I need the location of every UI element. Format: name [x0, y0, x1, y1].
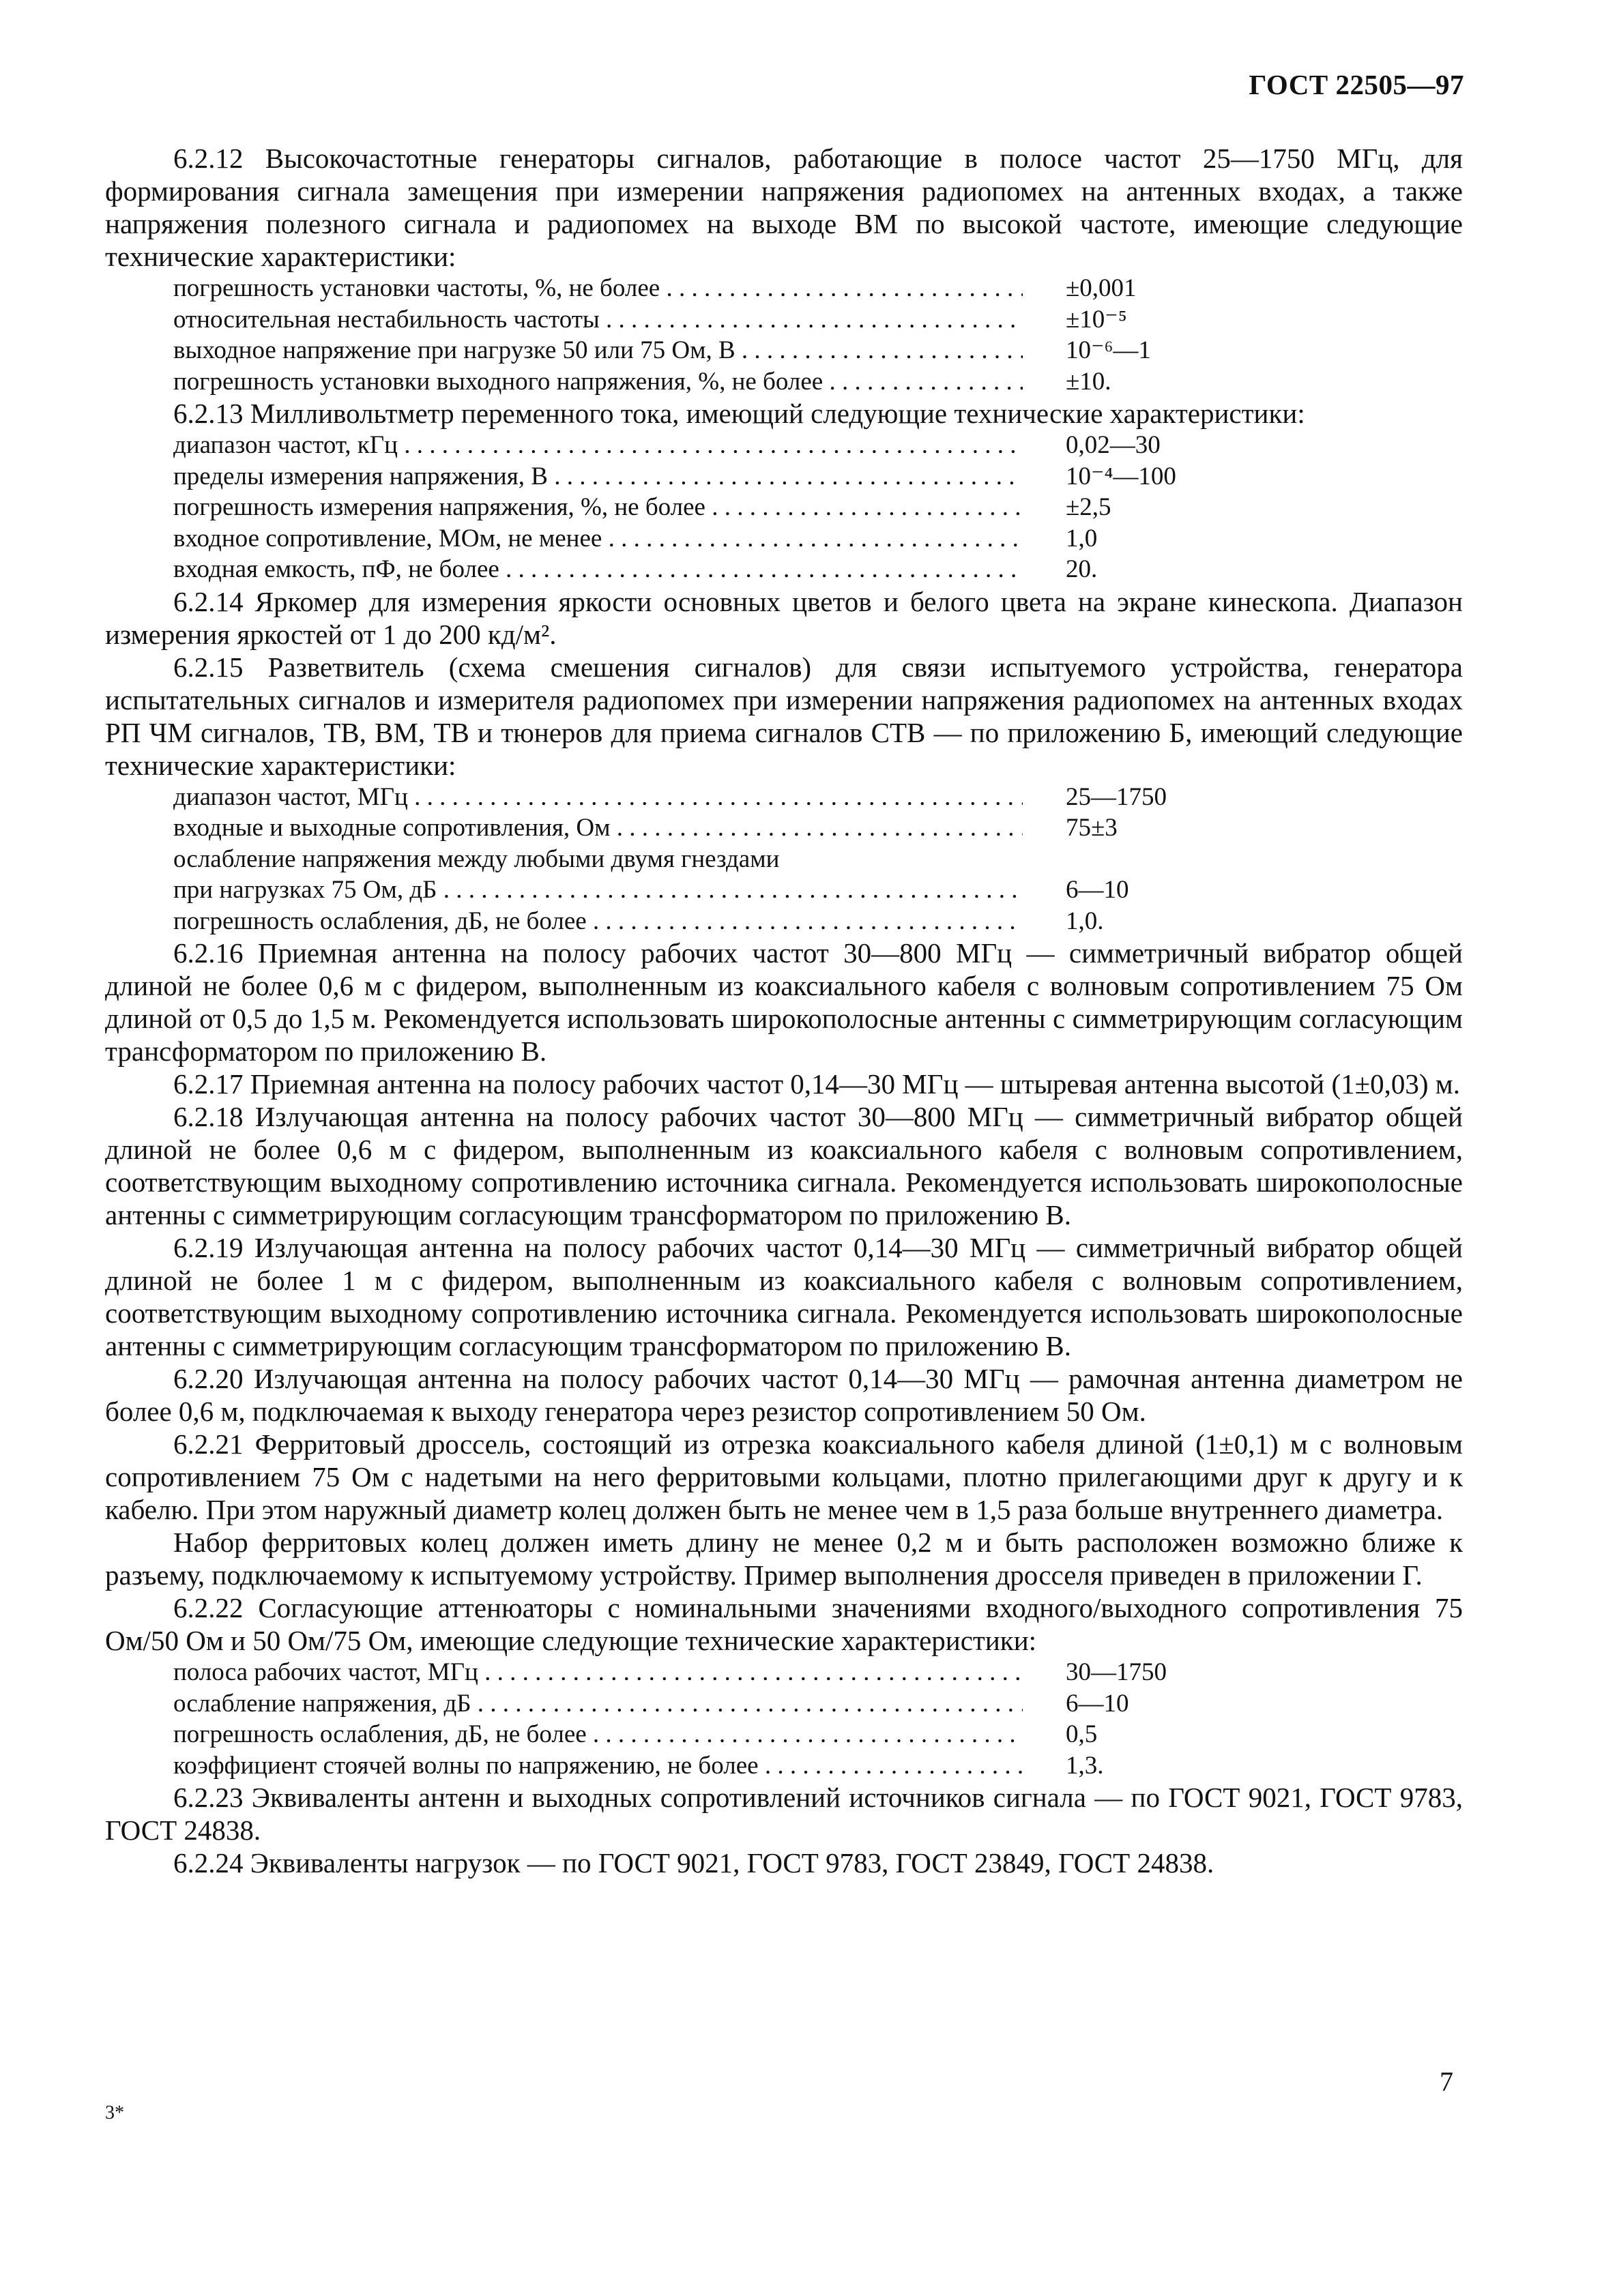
- spec-row: [105, 366, 1463, 398]
- spec-value: ±2,5: [1066, 493, 1111, 521]
- spec-row: [105, 812, 1463, 844]
- spec-row: [105, 304, 1463, 336]
- paragraph: 6.2.12 Высокочастотные генераторы сигналов, работающие в полосе частот 25—1750 МГц, для формирования сигнала замещения при измерении напряжения радиопомех на антенных входах, а также напряжения полезного сигнала и радиопомех на выходе ВМ по высокой частоте, имеющие следующие технические характеристики:: [105, 143, 1463, 272]
- spec-value: ±10⁻⁵: [1066, 305, 1127, 334]
- spec-name: погрешность установки частоты, %, не более . . .: [173, 273, 1023, 304]
- spec-row: [105, 1688, 1463, 1720]
- paragraph: 6.2.24 Эквиваленты нагрузок — по ГОСТ 9021, ГОСТ 9783, ГОСТ 23849, ГОСТ 24838.: [173, 1847, 1214, 1879]
- spec-row: [105, 273, 1463, 304]
- spec-list: [105, 782, 1463, 937]
- spec-row: [105, 523, 1463, 555]
- spec-row: [105, 1657, 1463, 1688]
- spec-row: [105, 782, 1463, 813]
- spec-row: [105, 1750, 1463, 1782]
- spec-name: погрешность ослабления, дБ, не более . . .: [173, 906, 1023, 937]
- paragraph: 6.2.13 Милливольтметр переменного тока, имеющий следующие технические характеристики:: [173, 398, 1305, 429]
- spec-name: коэффициент стоячей волны по напряжению, не более . . .: [173, 1750, 1023, 1782]
- spec-name: относительная нестабильность частоты . . .: [173, 304, 1023, 336]
- spec-name: диапазон частот, МГц . . .: [173, 782, 1023, 813]
- spec-row: [105, 554, 1463, 585]
- spec-value: 20.: [1066, 555, 1098, 583]
- paragraph: Набор ферритовых колец должен иметь длину не менее 0,2 м и быть расположен возможно ближе к разъему, подключаемому к испытуемому устройству. Пример выполнения дросселя приведен в приложении Г.: [105, 1527, 1463, 1591]
- paragraph: 6.2.19 Излучающая антенна на полосу рабочих частот 0,14—30 МГц — симметричный вибратор общей длиной не более 1 м с фидером, выполненным из коаксиального кабеля с волновым сопротивлением, соответствующим выходному сопротивлению источника сигнала. Рекомендуется использовать широкополосные антенны с симметрирующим согласующим трансформатором по приложению В.: [105, 1232, 1463, 1362]
- spec-name: при нагрузках 75 Ом, дБ . . .: [173, 874, 1023, 906]
- spec-name: входное сопротивление, МОм, не менее . . .: [173, 523, 1023, 555]
- spec-row: [105, 335, 1463, 366]
- spec-name: пределы измерения напряжения, В . . .: [173, 461, 1023, 492]
- spec-name: погрешность установки выходного напряжения, %, не более . . .: [173, 366, 1023, 398]
- spec-row: [105, 461, 1463, 492]
- paragraph: 6.2.22 Согласующие аттенюаторы с номинальными значениями входного/выходного сопротивления 75 Ом/50 Ом и 50 Ом/75 Ом, имеющие следующие технические характеристики:: [105, 1592, 1463, 1656]
- spec-list: [105, 273, 1463, 397]
- spec-name: входная емкость, пФ, не более . . .: [173, 554, 1023, 585]
- spec-row: [105, 430, 1463, 461]
- spec-row: [105, 874, 1463, 906]
- document-code-header: ГОСТ 22505—97: [1249, 69, 1464, 100]
- spec-row: [105, 844, 1463, 875]
- spec-name: входные и выходные сопротивления, Ом . . .: [173, 812, 1023, 844]
- spec-value: 0,5: [1066, 1720, 1098, 1748]
- paragraph: 6.2.17 Приемная антенна на полосу рабочих частот 0,14—30 МГц — штыревая антенна высотой (1±0,03) м.: [173, 1068, 1460, 1100]
- spec-name: полоса рабочих частот, МГц . . .: [173, 1657, 1023, 1688]
- spec-value: 30—1750: [1066, 1658, 1167, 1686]
- spec-name: ослабление напряжения, дБ . . .: [173, 1688, 1023, 1720]
- spec-value: 6—10: [1066, 876, 1129, 904]
- document-body: [105, 142, 1463, 1879]
- page-number: 7: [1440, 2066, 1453, 2097]
- spec-name: выходное напряжение при нагрузке 50 или 75 Ом, В . . .: [173, 335, 1023, 366]
- paragraph: 6.2.16 Приемная антенна на полосу рабочих частот 30—800 МГц — симметричный вибратор общей длиной не более 0,6 м с фидером, выполненным из коаксиального кабеля с волновым сопротивлением 75 Ом длиной от 0,5 до 1,5 м. Рекомендуется использовать широкополосные антенны с симметрирующим согласующим трансформатором по приложению В.: [105, 937, 1463, 1067]
- spec-value: 10⁻⁴—100: [1066, 462, 1176, 490]
- spec-row: [105, 1719, 1463, 1750]
- paragraph: 6.2.23 Эквиваленты антенн и выходных сопротивлений источников сигнала — по ГОСТ 9021, ГОСТ 9783, ГОСТ 24838.: [105, 1782, 1463, 1846]
- paragraph: 6.2.21 Ферритовый дроссель, состоящий из отрезка коаксиального кабеля длиной (1±0,1) м с волновым сопротивлением 75 Ом с надетыми на него ферритовыми кольцами, плотно прилегающими друг к другу и к кабелю. При этом наружный диаметр колец должен быть не менее чем в 1,5 раза больше внутреннего диаметра.: [105, 1428, 1463, 1525]
- spec-value: ±0,001: [1066, 274, 1137, 302]
- spec-value: 75±3: [1066, 814, 1118, 842]
- spec-name: диапазон частот, кГц . . .: [173, 430, 1023, 461]
- spec-row: [105, 492, 1463, 523]
- paragraph: 6.2.20 Излучающая антенна на полосу рабочих частот 0,14—30 МГц — рамочная антенна диаметром не более 0,6 м, подключаемая к выходу генератора через резистор сопротивлением 50 Ом.: [105, 1363, 1463, 1427]
- spec-value: 1,0.: [1066, 907, 1104, 935]
- spec-list: [105, 1657, 1463, 1781]
- spec-value: 1,3.: [1066, 1751, 1104, 1780]
- spec-value: 10⁻⁶—1: [1066, 336, 1151, 364]
- footer-signature-mark: 3*: [105, 2102, 124, 2123]
- spec-name: ослабление напряжения между любыми двумя гнездами: [173, 844, 780, 873]
- paragraph: 6.2.18 Излучающая антенна на полосу рабочих частот 30—800 МГц — симметричный вибратор общей длиной не более 0,6 м с фидером, выполненным из коаксиального кабеля с волновым сопротивлением, соответствующим выходному сопротивлению источника сигнала. Рекомендуется использовать широкополосные антенны с симметрирующим согласующим трансформатором по приложению В.: [105, 1101, 1463, 1231]
- spec-value: 1,0: [1066, 524, 1098, 553]
- spec-name: погрешность измерения напряжения, %, не более . . .: [173, 492, 1023, 523]
- paragraph: 6.2.14 Яркомер для измерения яркости основных цветов и белого цвета на экране кинескопа. Диапазон измерения яркостей от 1 до 200 кд/м².: [105, 585, 1463, 650]
- spec-row: [105, 906, 1463, 937]
- paragraph: 6.2.15 Разветвитель (схема смешения сигналов) для связи испытуемого устройства, генератора испытательных сигналов и измерителя радиопомех при измерении напряжения радиопомех на антенных входах РП ЧМ сигналов, ТВ, ВМ, ТВ и тюнеров для приема сигналов СТВ — по приложению Б, имеющий следующие технические характеристики:: [105, 651, 1463, 781]
- spec-value: 25—1750: [1066, 782, 1167, 811]
- spec-list: [105, 430, 1463, 585]
- spec-value: 0,02—30: [1066, 431, 1161, 459]
- spec-value: 6—10: [1066, 1689, 1129, 1718]
- spec-name: погрешность ослабления, дБ, не более . . .: [173, 1719, 1023, 1750]
- spec-value: ±10.: [1066, 367, 1111, 396]
